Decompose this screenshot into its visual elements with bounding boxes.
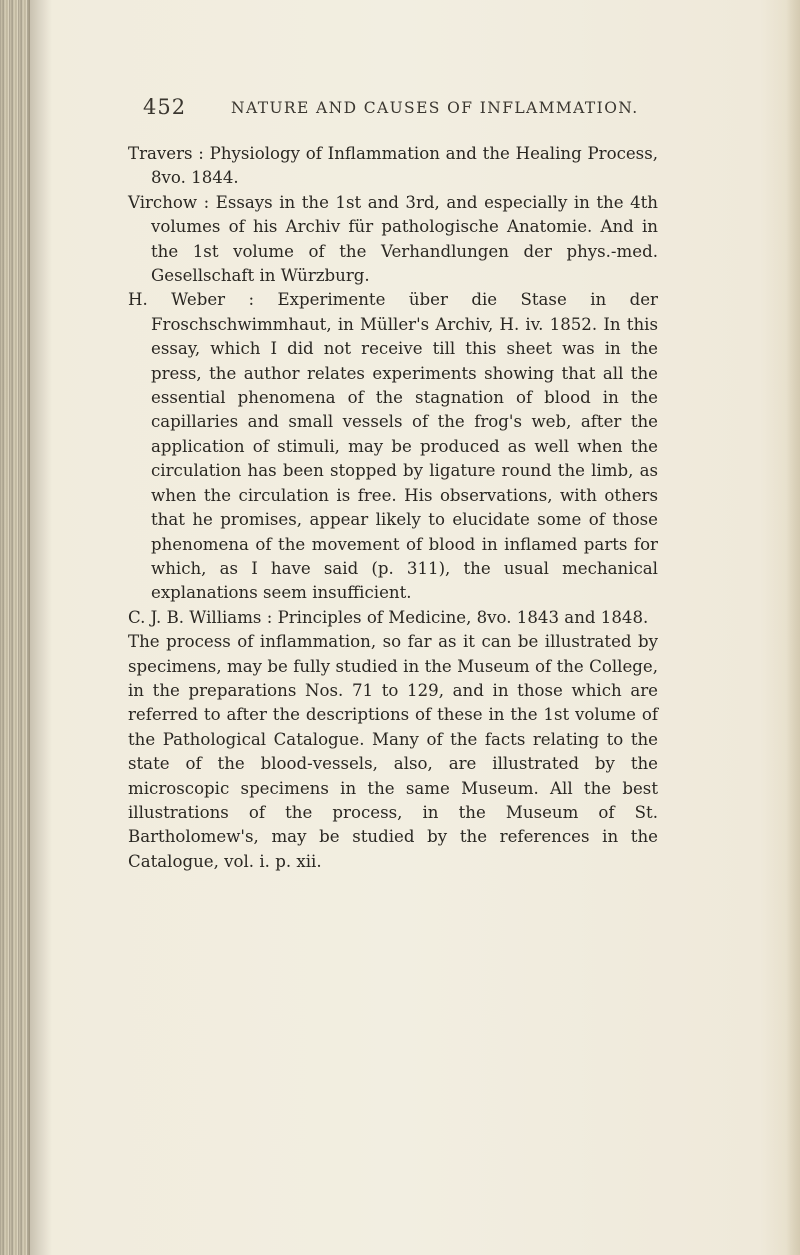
running-title: NATURE AND CAUSES OF INFLAMMATION. xyxy=(231,99,639,117)
reference-weber: H. Weber : Experimente über die Stase in der Froschschwimmhaut, in Müller's Archiv, H. iv. 1852. In this essay, which I did not receive till this sheet was in the press, the author relates experiments showing that all the essential phenomena of the stagnation of blood in the capillaries and small vessels of the frog's web, after the application of stimuli, may be produced as well when the circulation has been stopped by ligature round the limb, as when the circulation is free. His observations, with others that he promises, appear likely to elucidate some of those phenomena of the movement of blood in inflamed parts for which, as I have said (p. 311), the usual mechanical explanations seem insufficient. xyxy=(128,290,658,603)
gutter-shadow xyxy=(28,0,52,1255)
reference-virchow: Virchow : Essays in the 1st and 3rd, and especially in the 4th volumes of his Archiv für pathologische Anatomie. And in the 1st volume of the Verhandlungen der phys.-med. Gesellschaft in Würzburg. xyxy=(128,192,658,286)
book-gutter xyxy=(0,0,30,1255)
page-number: 452 xyxy=(143,95,187,119)
page-edge xyxy=(786,0,800,1255)
closing-paragraph: The process of inflammation, so far as it can be illustrated by specimens, may be fully studied in the Museum of the College, in the preparations Nos. 71 to 129, and in those which are referred to after the descriptions of these in the 1st volume of the Pathological Catalogue. Many of the facts relating to the state of the blood-vessels, also, are illustrated by the microscopic specimens in the same Museum. All the best illustrations of the process, in the Museum of St. Bartholomew's, may be studied by the references in the Catalogue, vol. i. p. xii. xyxy=(128,632,658,871)
reference-travers: Travers : Physiology of Inflammation and the Healing Process, 8vo. 1844. xyxy=(128,144,658,188)
page-body xyxy=(128,142,658,874)
page-header xyxy=(143,95,663,125)
reference-williams: C. J. B. Williams : Principles of Medicine, 8vo. 1843 and 1848. xyxy=(128,607,649,627)
